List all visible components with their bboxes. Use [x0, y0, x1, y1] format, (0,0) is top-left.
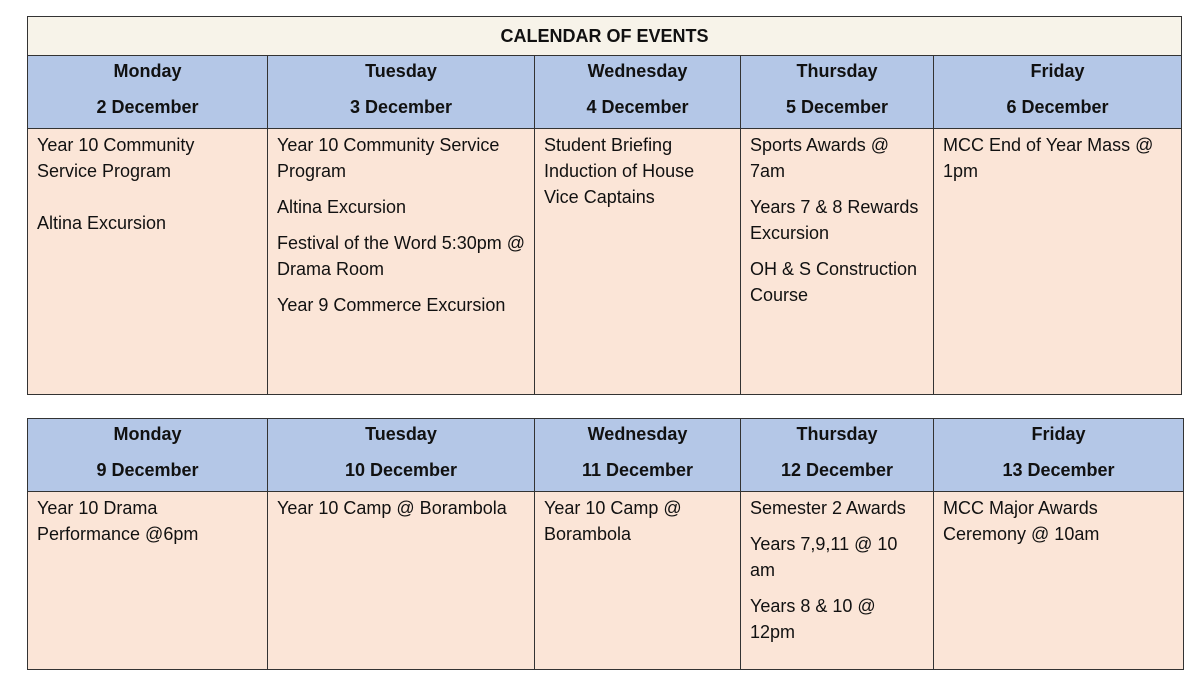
event-item: Year 9 Commerce Excursion: [277, 295, 506, 315]
day-date: 3 December: [349, 97, 453, 117]
event-item: MCC Major Awards Ceremony @ 10am: [943, 498, 1100, 544]
day-name: Wednesday: [587, 424, 688, 444]
event-item: OH & S Construction Course: [750, 259, 918, 305]
calendar-title: CALENDAR OF EVENTS: [28, 17, 1182, 56]
day-date: 12 December: [780, 460, 894, 480]
event-item: Induction of House Vice Captains: [544, 161, 695, 207]
event-item: Semester 2 Awards: [750, 498, 906, 518]
day-header-thursday: [741, 56, 934, 129]
day-header-wednesday: [535, 56, 741, 129]
events-cell-monday: [28, 492, 268, 670]
event-item: Year 10 Camp @ Borambola: [544, 498, 682, 544]
day-date: 5 December: [785, 97, 889, 117]
events-cell-thursday: [741, 492, 934, 670]
events-cell-friday: [934, 129, 1182, 395]
day-name: Wednesday: [587, 61, 688, 81]
day-header-tuesday: [268, 56, 535, 129]
event-item: Festival of the Word 5:30pm @ Drama Room: [277, 233, 526, 279]
event-item: Year 10 Community Service Program: [37, 135, 195, 181]
events-cell-wednesday: [535, 129, 741, 395]
day-name: Friday: [1031, 424, 1086, 444]
day-header-tuesday: [268, 419, 535, 492]
day-name: Monday: [113, 424, 182, 444]
day-date: 2 December: [96, 97, 199, 117]
event-item: Year 10 Drama Performance @6pm: [37, 498, 199, 544]
day-header-wednesday: [535, 419, 741, 492]
event-item: Years 8 & 10 @ 12pm: [750, 596, 876, 642]
event-item: Altina Excursion: [37, 213, 167, 233]
event-item: Years 7 & 8 Rewards Excursion: [750, 197, 919, 243]
events-cell-thursday: [741, 129, 934, 395]
day-name: Tuesday: [365, 424, 437, 444]
day-date: 9 December: [96, 460, 199, 480]
events-cell-tuesday: [268, 492, 535, 670]
day-header-monday: [28, 419, 268, 492]
day-name: Monday: [113, 61, 182, 81]
day-name: Thursday: [796, 61, 878, 81]
day-header-friday: [934, 56, 1182, 129]
calendar-week-2-table: [27, 418, 1184, 670]
day-name: Thursday: [796, 424, 878, 444]
event-item: MCC End of Year Mass @ 1pm: [943, 135, 1154, 181]
event-item: Year 10 Camp @ Borambola: [277, 498, 507, 518]
day-date: 4 December: [586, 97, 689, 117]
day-date: 13 December: [1002, 460, 1115, 480]
event-item: Year 10 Community Service Program: [277, 135, 500, 181]
day-date: 6 December: [1006, 97, 1109, 117]
day-header-monday: [28, 56, 268, 129]
calendar-week-1-table: [27, 16, 1182, 395]
events-cell-tuesday: [268, 129, 535, 395]
events-cell-wednesday: [535, 492, 741, 670]
events-cell-friday: [934, 492, 1184, 670]
day-name: Tuesday: [365, 61, 437, 81]
event-item: Altina Excursion: [277, 197, 407, 217]
day-date: 10 December: [344, 460, 458, 480]
day-date: 11 December: [581, 460, 694, 480]
event-item: Sports Awards @ 7am: [750, 135, 889, 181]
day-name: Friday: [1030, 61, 1085, 81]
day-header-friday: [934, 419, 1184, 492]
events-cell-monday: [28, 129, 268, 395]
event-item: Years 7,9,11 @ 10 am: [750, 534, 898, 580]
day-header-thursday: [741, 419, 934, 492]
event-item: Student Briefing: [544, 135, 673, 155]
